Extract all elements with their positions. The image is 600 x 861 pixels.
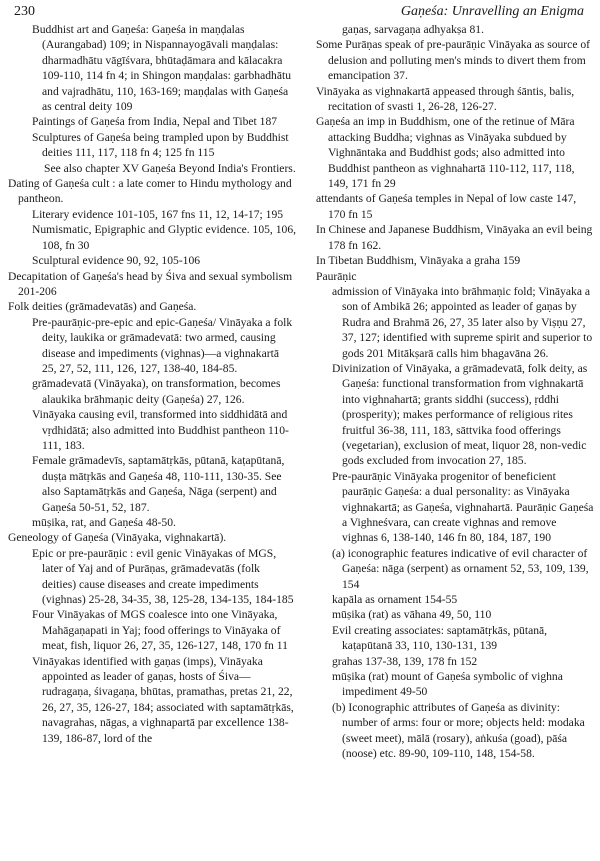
index-entry: Pre-paurāṇic Vināyaka progenitor of beneficient paurāṇic Gaṇeśa: a dual personality: as Vināyaka vighnakartā; as Gaṇeśa, vighnahartā. Paurāṇic Gaṇeśa a Vighneśvara, can create vighnas and remove vighnas 6, 138-140, 146 fn 80, 184, 187, 190 — [332, 469, 594, 545]
index-entry: Four Vināyakas of MGS coalesce into one Vināyaka, Mahāgaṇapati in Yaj; food offerings to Vināyaka of meat, fish, liquor 26, 27, 35, 126-127, 148, 170 fn 11 — [32, 608, 288, 653]
index-entry: grāmadevatā (Vināyaka), on transformation, becomes alaukika brāhmaṇic deity (Gaṇeśa) 27, 126. — [32, 377, 281, 406]
index-entry: Evil creating associates: saptamātṛkās, pūtanā, kaṭapūtanā 33, 110, 130-131, 139 — [332, 623, 548, 653]
index-entry: mūṣika (rat) as vāhana 49, 50, 110 — [332, 608, 492, 622]
index-entry: (a) iconographic features indicative of evil character of Gaṇeśa: nāga (serpent) as ornament 52, 53, 109, 139, 154 — [332, 546, 589, 591]
index-entry: Paurāṇic — [316, 269, 357, 283]
index-entry: Female grāmadevīs, saptamātṛkās, pūtanā, kaṭapūtanā, duṣṭa mātṛkās and Gaṇeśa 48, 110-111, 130-35. See also Saptamātṛkās and Gaṇeśa, Nāga (serpent) and Gaṇeśa 50-51, 52, 187. — [32, 454, 285, 514]
index-entry: In Tibetan Buddhism, Vināyaka a graha 159 — [316, 254, 521, 268]
index-column-right — [316, 22, 594, 762]
index-column-left — [8, 22, 296, 746]
index-entry: In Chinese and Japanese Buddhism, Vināyaka an evil being 178 fn 162. — [316, 223, 593, 252]
index-entry: See also chapter XV Gaṇeśa Beyond India's Frontiers. — [44, 161, 296, 175]
index-entry: attendants of Gaṇeśa temples in Nepal of low caste 147, 170 fn 15 — [316, 192, 577, 221]
index-entry: Decapitation of Gaṇeśa's head by Śiva and sexual symbolism 201-206 — [8, 269, 293, 298]
index-entry: Numismatic, Epigraphic and Glyptic evidence. 105, 106, 108, fn 30 — [32, 223, 297, 252]
index-entry: grahas 137-38, 139, 178 fn 152 — [332, 654, 478, 668]
index-entry: Vināyakas identified with gaṇas (imps), Vināyaka appointed as leader of gaṇas, hosts of Śiva—rudragaṇa, śivagaṇa, bhūtas, pramathas, pretas 21, 22, 26, 27, 35, 126-27, 184; associated with saptamātṛkās, navagrahas, nāgas, a vighnapartā par excellence 138-139, 186-87, lord of the — [32, 654, 294, 745]
index-entry: admission of Vināyaka into brāhmaṇic fold; Vināyaka a son of Ambikā 26; appointed as leader of gaṇas by Rudra and Brahmā 26, 27, 35 later also by Viṣṇu 27, 37, 127; identified with supreme spirit and superior to gods 201 Mitākṣarā calls him bhagavāna 26. — [332, 284, 593, 360]
index-entry: Epic or pre-paurāṇic : evil genic Vināyakas of MGS, later of Yaj and of Purāṇas, grāmadevatās (folk deities) cause diseases and create impediments (vighnas) 25-28, 34-35, 38, 125-28, 134-135, 184-185 — [32, 546, 294, 607]
index-entry: Divinization of Vināyaka, a grāmadevatā, folk deity, as Gaṇeśa: functional transformation from vighnakartā into vighnahartā; grants siddhi (success), ṛddhi (prosperity); makes performance of religious rites fruitful 36-38, 111, 183, sāttvika food offerings (vegetarian), exclusion of meat, liquor 28, non-vedic gods excluded from invocation 27, 185. — [332, 361, 588, 468]
index-entry: Vināyaka causing evil, transformed into siddhidātā and vṛdhidātā; also admitted into Buddhist pantheon 110-111, 183. — [32, 408, 289, 452]
index-entry: Sculptural evidence 90, 92, 105-106 — [32, 254, 201, 268]
index-entry: Some Purāṇas speak of pre-paurāṇic Vināyaka as source of delusion and polluting men's minds to divert them from emancipation 37. — [316, 38, 591, 83]
index-entry: gaṇas, sarvagaṇa adhyakṣa 81. — [342, 23, 484, 36]
index-entry: Sculptures of Gaṇeśa being trampled upon by Buddhist deities 111, 117, 118 fn 4; 125 fn 115 — [32, 130, 289, 160]
index-entry: Geneology of Gaṇeśa (Vināyaka, vighnakartā). — [8, 531, 227, 545]
index-entry: mūṣika (rat) mount of Gaṇeśa symbolic of vighna impediment 49-50 — [332, 670, 563, 699]
index-entry: Buddhist art and Gaṇeśa: Gaṇeśa in maṇḍalas (Aurangabad) 109; in Nispannayogāvali maṇḍalas: dharmadhātu vāgīśvara, bhūtaḍāmara and kālacakra 109-110, 114 fn 4; in Shingon maṇḍalas: garbhadhātu and vajradhātu, 110, 163-169; maṇḍalas with Gaṇeśa as central deity 109 — [32, 23, 292, 114]
index-entry: Dating of Gaṇeśa cult : a late comer to Hindu mythology and pantheon. — [8, 177, 292, 206]
index-entry: Paintings of Gaṇeśa from India, Nepal and Tibet 187 — [32, 115, 278, 129]
page-number: 230 — [14, 4, 35, 19]
index-entry: Literary evidence 101-105, 167 fns 11, 12, 14-17; 195 — [32, 207, 284, 221]
index-entry: kapāla as ornament 154-55 — [332, 593, 458, 607]
index-entry: Folk deities (grāmadevatās) and Gaṇeśa. — [8, 300, 197, 314]
index-entry: (b) Iconographic attributes of Gaṇeśa as divinity: number of arms: four or more; objects held: modaka (sweet meet), mālā (rosary), aṅkuśa (goad), pāśa (noose) etc. 89-90, 109-110, 148, 154-58. — [332, 700, 585, 761]
index-entry: Vināyaka as vighnakartā appeased through śāntis, balis, recitation of svasti 1, 26-28, 126-27. — [316, 84, 575, 114]
page-header — [14, 4, 584, 24]
running-title: Gaṇeśa: Unravelling an Enigma — [400, 4, 584, 19]
index-entry: Pre-paurāṇic-pre-epic and epic-Gaṇeśa/ Vināyaka a folk deity, laukika or grāmadevatā: two armed, causing disease and impediments (vighnas)—a vighnakartā 25, 27, 52, 111, 126, 127, 138-40, 184-85. — [32, 315, 293, 375]
index-entry: mūṣika, rat, and Gaṇeśa 48-50. — [32, 516, 176, 529]
index-entry: Gaṇeśa an imp in Buddhism, one of the retinue of Māra attacking Buddha; vighnas as Vināyaka subdued by Vighnāntaka and Buddhist gods; also admitted into Buddhist pantheon as vighnahartā 110-112, 117, 118, 149, 171 fn 29 — [316, 115, 575, 191]
